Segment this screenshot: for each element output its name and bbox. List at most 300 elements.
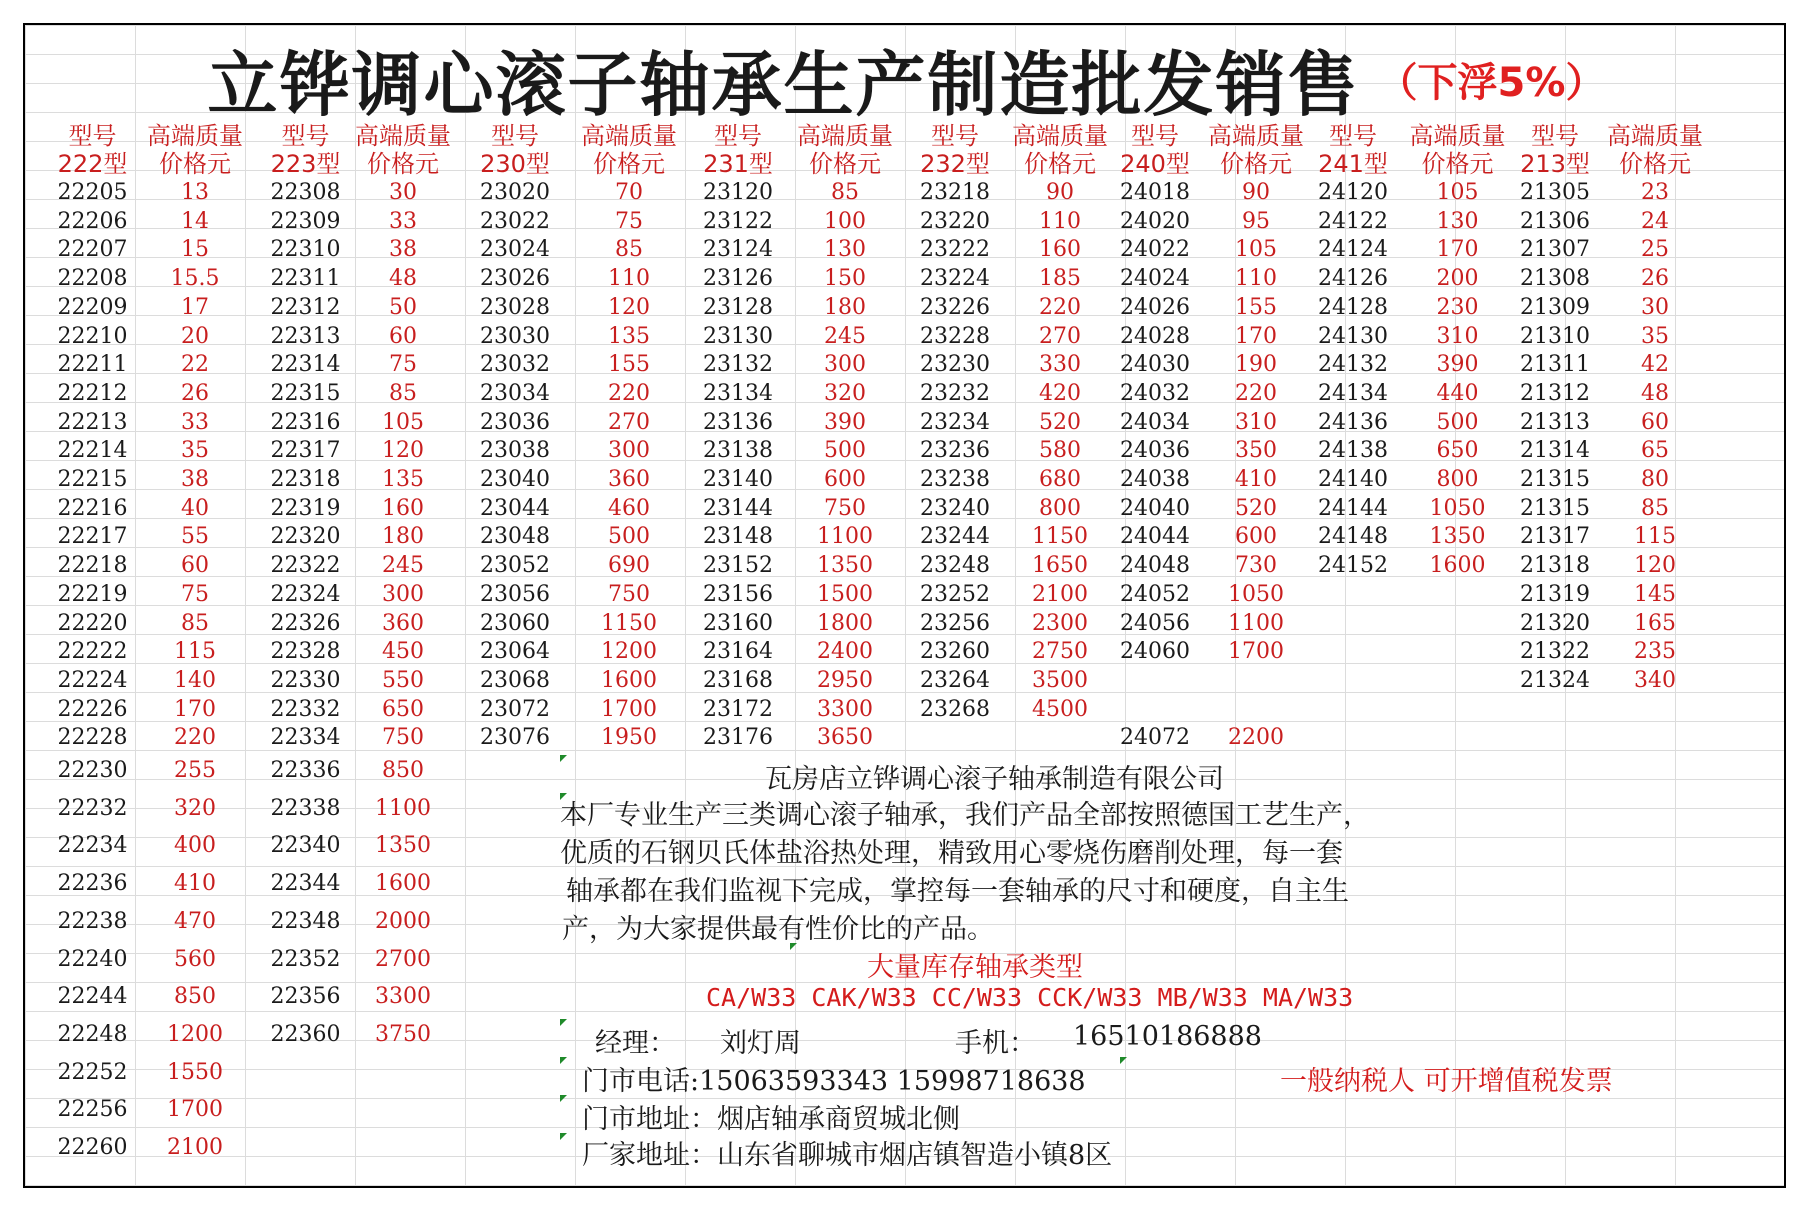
model-cell: 23224: [920, 266, 990, 292]
cell-note-marker: [560, 1095, 567, 1102]
price-cell: 120: [608, 294, 650, 320]
model-cell: 21319: [1520, 581, 1590, 607]
model-cell: 24048: [1120, 553, 1190, 579]
model-cell: 22211: [57, 352, 128, 378]
model-cell: 22205: [57, 180, 128, 205]
price-cell: 560: [174, 946, 216, 972]
model-cell: 22312: [270, 294, 341, 320]
model-cell: 23168: [703, 667, 773, 693]
price-cell: 85: [181, 610, 209, 636]
price-cell: 300: [608, 438, 650, 464]
model-cell: 22207: [57, 237, 128, 263]
price-cell: 300: [382, 581, 424, 607]
model-cell: 23022: [480, 208, 550, 234]
model-cell: 23134: [703, 380, 773, 406]
model-header: 型号: [281, 122, 330, 150]
price-cell: 60: [389, 323, 417, 349]
price-cell: 1700: [1228, 639, 1284, 665]
price-cell: 360: [382, 610, 424, 636]
price-header: 价格元: [367, 150, 439, 178]
model-cell: 23136: [703, 409, 773, 435]
model-cell: 23056: [480, 581, 550, 607]
model-cell: 22260: [57, 1135, 128, 1160]
model-cell: 21318: [1520, 553, 1590, 579]
price-cell: 22: [181, 352, 209, 378]
price-cell: 310: [1235, 409, 1277, 435]
price-cell: 1700: [167, 1097, 223, 1123]
price-cell: 26: [181, 380, 209, 406]
model-cell: 22252: [57, 1059, 128, 1085]
price-cell: 1500: [817, 581, 873, 607]
price-cell: 48: [1641, 380, 1669, 406]
model-cell: 23122: [703, 208, 773, 234]
price-cell: 1350: [817, 553, 873, 579]
model-cell: 23252: [920, 581, 990, 607]
model-cell: 24026: [1120, 294, 1190, 320]
price-cell: 130: [1436, 208, 1479, 234]
price-cell: 185: [1039, 266, 1081, 292]
price-cell: 500: [824, 438, 866, 464]
price-cell: 230: [1436, 294, 1479, 320]
model-cell: 23160: [703, 610, 773, 636]
price-cell: 235: [1634, 639, 1676, 665]
price-cell: 1550: [167, 1059, 223, 1085]
model-cell: 23128: [703, 294, 773, 320]
model-cell: 22232: [57, 795, 128, 821]
model-cell: 22224: [57, 667, 128, 693]
price-cell: 120: [382, 438, 424, 464]
model-cell: 23126: [703, 266, 773, 292]
price-cell: 145: [1634, 581, 1676, 607]
model-cell: 21313: [1520, 409, 1590, 435]
price-cell: 190: [1235, 352, 1277, 378]
model-header: 型号: [1329, 122, 1377, 150]
price-cell: 170: [1436, 237, 1479, 263]
cell-note-marker: [560, 1057, 567, 1064]
price-cell: 550: [382, 667, 424, 693]
price-cell: 500: [1436, 409, 1479, 435]
price-cell: 33: [181, 409, 209, 435]
price-header: 高端质量: [797, 122, 893, 150]
price-cell: [1200, 666, 1312, 695]
price-cell: 220: [1039, 294, 1081, 320]
price-cell: 65: [1641, 438, 1669, 464]
price-cell: 60: [181, 553, 209, 579]
model-cell: 22356: [270, 984, 341, 1010]
price-cell: 85: [1641, 495, 1669, 521]
price-cell: 85: [389, 380, 417, 406]
price-header: 高端质量: [147, 122, 243, 150]
model-header: 型号: [1131, 122, 1179, 150]
price-cell: 320: [174, 795, 216, 821]
price-cell: 55: [181, 524, 209, 550]
model-cell: 22220: [57, 610, 128, 636]
taxpayer-note: 一般纳税人 可开增值税发票: [1280, 1066, 1613, 1097]
price-cell: 270: [608, 409, 650, 435]
model-cell: 24134: [1318, 380, 1388, 406]
price-cell: 40: [181, 495, 209, 521]
price-cell: 410: [1235, 467, 1277, 492]
price-cell: 400: [174, 833, 216, 859]
price-cell: 180: [824, 294, 866, 320]
model-cell: [1110, 695, 1200, 724]
model-cell: 22338: [270, 795, 341, 821]
price-cell: 100: [824, 208, 866, 234]
price-cell: 1200: [601, 639, 657, 665]
price-cell: 390: [1436, 352, 1479, 378]
model-cell: 23264: [920, 667, 990, 693]
model-cell: 22222: [57, 639, 128, 665]
model-cell: 24132: [1318, 352, 1388, 378]
model-cell: 22228: [57, 725, 128, 751]
price-cell: 690: [608, 553, 650, 579]
price-cell: 105: [1235, 237, 1277, 263]
model-cell: 23230: [920, 352, 990, 378]
price-cell: 150: [824, 266, 866, 292]
model-cell: 22316: [270, 409, 341, 435]
model-cell: 22352: [270, 946, 341, 972]
price-cell: 17: [181, 294, 209, 320]
price-cell: 1600: [375, 871, 431, 897]
model-header: 232型: [920, 150, 990, 178]
model-cell: 21307: [1520, 237, 1590, 263]
intro-line-2: 优质的石钢贝氏体盐浴热处理，精致用心零烧伤磨削处理，每一套: [560, 838, 1343, 869]
price-cell: 1700: [601, 696, 657, 722]
model-cell: 23236: [920, 438, 990, 464]
model-cell: 22206: [57, 208, 128, 234]
model-header: 231型: [703, 150, 773, 178]
price-cell: 1800: [817, 610, 873, 636]
model-header: 213型: [1520, 150, 1590, 178]
price-cell: 410: [174, 871, 216, 897]
price-header: 价格元: [1220, 150, 1292, 178]
price-cell: 25: [1641, 237, 1669, 263]
model-cell: 24038: [1120, 467, 1190, 492]
model-cell: 22310: [270, 237, 341, 263]
model-cell: 23052: [480, 553, 550, 579]
model-cell: 23164: [703, 639, 773, 665]
price-cell: 3500: [1032, 667, 1088, 693]
price-cell: 2000: [375, 908, 431, 934]
model-cell: 22216: [57, 495, 128, 521]
model-cell: 21311: [1520, 352, 1590, 378]
model-cell: 24034: [1120, 409, 1190, 435]
price-cell: 750: [824, 495, 866, 521]
price-cell: 35: [1641, 323, 1669, 349]
model-header: 230型: [480, 150, 550, 178]
model-cell: 24030: [1120, 352, 1190, 378]
price-cell: 245: [824, 323, 866, 349]
model-cell: 23044: [480, 495, 550, 521]
model-cell: 24044: [1120, 524, 1190, 550]
title-discount: （下浮5%）: [1377, 59, 1606, 106]
model-header: 型号: [714, 122, 762, 150]
model-cell: 22314: [270, 352, 341, 378]
price-cell: 520: [1039, 409, 1081, 435]
price-cell: 1150: [1032, 524, 1088, 550]
model-cell: 24138: [1318, 438, 1388, 464]
price-cell: 2300: [1032, 610, 1088, 636]
model-cell: 22219: [57, 581, 128, 607]
price-header: 价格元: [1024, 150, 1096, 178]
model-cell: 22315: [270, 380, 341, 406]
model-cell: 23176: [703, 725, 773, 751]
model-cell: 24056: [1120, 610, 1190, 636]
model-cell: 22256: [57, 1097, 128, 1123]
model-cell: 24126: [1318, 266, 1388, 292]
price-cell: 255: [174, 758, 216, 783]
price-cell: 420: [1039, 380, 1081, 406]
model-cell: 23034: [480, 380, 550, 406]
price-cell: 115: [174, 639, 216, 665]
model-cell: 24136: [1318, 409, 1388, 435]
model-cell: 22348: [270, 908, 341, 934]
model-cell: 23248: [920, 553, 990, 579]
price-cell: 270: [1039, 323, 1081, 349]
price-cell: 180: [382, 524, 424, 550]
model-cell: 24020: [1120, 208, 1190, 234]
price-cell: 2950: [817, 667, 873, 693]
model-cell: 23152: [703, 553, 773, 579]
model-cell: 23260: [920, 639, 990, 665]
model-cell: 23226: [920, 294, 990, 320]
model-cell: 23076: [480, 725, 550, 751]
stock-types: CA/W33 CAK/W33 CC/W33 CCK/W33 MB/W33 MA/W33: [706, 983, 1354, 1012]
price-cell: 85: [831, 180, 859, 205]
price-cell: 1050: [1429, 495, 1486, 521]
factory-address: 厂家地址：山东省聊城市烟店镇智造小镇8区: [582, 1140, 1113, 1171]
price-cell: 80: [1641, 467, 1669, 492]
price-cell: 500: [608, 524, 650, 550]
model-cell: 22238: [57, 908, 128, 934]
model-cell: 24152: [1318, 553, 1388, 579]
model-cell: 23220: [920, 208, 990, 234]
cell-note-marker: [790, 943, 797, 950]
price-header: 价格元: [1421, 150, 1494, 178]
model-cell: 22334: [270, 725, 341, 751]
price-cell: 850: [382, 758, 424, 783]
price-header: 高端质量: [1607, 122, 1703, 150]
page-title: [25, 29, 1786, 129]
model-cell: 23130: [703, 323, 773, 349]
price-cell: 1200: [167, 1021, 223, 1047]
model-cell: 23020: [480, 180, 550, 205]
model-cell: 22236: [57, 871, 128, 897]
model-cell: 21309: [1520, 294, 1590, 320]
model-cell: 22340: [270, 833, 341, 859]
model-cell: 24036: [1120, 438, 1190, 464]
price-cell: 680: [1039, 467, 1081, 492]
model-cell: 21310: [1520, 323, 1590, 349]
price-cell: 15.5: [170, 266, 220, 292]
price-cell: 75: [615, 208, 643, 234]
price-cell: 750: [382, 725, 424, 751]
model-cell: 23140: [703, 467, 773, 492]
price-cell: 3650: [817, 725, 873, 751]
model-cell: 21308: [1520, 266, 1590, 292]
model-cell: 23240: [920, 495, 990, 521]
price-header: 价格元: [1619, 150, 1691, 178]
price-cell: 95: [1242, 208, 1270, 234]
price-cell: 3300: [375, 984, 431, 1010]
price-cell: 220: [1235, 380, 1277, 406]
price-cell: 1100: [375, 795, 431, 821]
price-cell: 110: [1039, 208, 1081, 234]
model-cell: 22309: [270, 208, 341, 234]
price-cell: 2100: [167, 1135, 223, 1160]
price-cell: 320: [824, 380, 866, 406]
model-cell: 22215: [57, 467, 128, 492]
price-cell: 70: [615, 180, 643, 205]
model-cell: 22217: [57, 524, 128, 550]
price-cell: 115: [1634, 524, 1676, 550]
price-cell: 140: [174, 667, 216, 693]
model-cell: 22344: [270, 871, 341, 897]
model-cell: 23156: [703, 581, 773, 607]
model-cell: 21314: [1520, 438, 1590, 464]
price-cell: 220: [608, 380, 650, 406]
price-header: 高端质量: [355, 122, 451, 150]
company-name: 瓦房店立铧调心滚子轴承制造有限公司: [765, 764, 1224, 795]
model-header: 型号: [68, 122, 117, 150]
price-cell: 75: [181, 581, 209, 607]
store-phone: 门市电话:15063593343 15998718638: [582, 1066, 1086, 1097]
price-cell: 135: [382, 467, 424, 492]
cell-note-marker: [560, 1019, 567, 1026]
price-cell: 13: [181, 180, 209, 205]
model-cell: 22240: [57, 946, 128, 972]
model-cell: 23144: [703, 495, 773, 521]
stock-title: 大量库存轴承类型: [867, 952, 1083, 983]
price-cell: 135: [608, 323, 650, 349]
model-cell: 23032: [480, 352, 550, 378]
price-cell: 85: [615, 237, 643, 263]
model-header: 222型: [57, 150, 128, 178]
price-cell: 300: [824, 352, 866, 378]
model-cell: 24072: [1120, 725, 1190, 751]
price-cell: 105: [1436, 180, 1479, 205]
model-cell: 23038: [480, 438, 550, 464]
price-cell: 110: [608, 266, 650, 292]
price-cell: 1600: [601, 667, 657, 693]
model-cell: 24120: [1318, 180, 1388, 205]
model-cell: 22214: [57, 438, 128, 464]
model-cell: 21312: [1520, 380, 1590, 406]
model-cell: 23072: [480, 696, 550, 722]
model-cell: 21324: [1520, 667, 1590, 693]
price-cell: 390: [824, 409, 866, 435]
model-cell: 22332: [270, 696, 341, 722]
model-cell: 22317: [270, 438, 341, 464]
price-header: 价格元: [159, 150, 231, 178]
price-cell: 1600: [1429, 553, 1486, 579]
price-cell: 800: [1039, 495, 1081, 521]
model-header: 240型: [1120, 150, 1190, 178]
model-cell: 23064: [480, 639, 550, 665]
price-cell: 450: [382, 639, 424, 665]
model-cell: 22330: [270, 667, 341, 693]
price-header: 价格元: [809, 150, 881, 178]
price-cell: 170: [1235, 323, 1277, 349]
price-cell: 1150: [601, 610, 657, 636]
price-cell: 110: [1235, 266, 1277, 292]
model-cell: 24128: [1318, 294, 1388, 320]
model-cell: 24148: [1318, 524, 1388, 550]
model-cell: 22212: [57, 380, 128, 406]
price-cell: 1100: [817, 524, 873, 550]
model-header: 型号: [491, 122, 539, 150]
model-cell: 24130: [1318, 323, 1388, 349]
model-cell: 22322: [270, 553, 341, 579]
manager-label: 经理：: [595, 1028, 676, 1059]
company-info: [560, 755, 1760, 1185]
model-cell: 22311: [270, 266, 341, 292]
price-cell: 75: [389, 352, 417, 378]
model-header: 型号: [1531, 122, 1579, 150]
price-cell: 440: [1436, 380, 1479, 406]
model-cell: 22226: [57, 696, 128, 722]
price-cell: 38: [389, 237, 417, 263]
model-cell: 21317: [1520, 524, 1590, 550]
manager-name: 刘灯周: [720, 1028, 801, 1059]
model-cell: 23060: [480, 610, 550, 636]
price-cell: 245: [382, 553, 424, 579]
price-cell: 1350: [375, 833, 431, 859]
model-cell: 23222: [920, 237, 990, 263]
model-cell: [1110, 666, 1200, 695]
price-cell: 20: [181, 323, 209, 349]
price-cell: 220: [174, 725, 216, 751]
price-cell: 1950: [601, 725, 657, 751]
model-cell: 21306: [1520, 208, 1590, 234]
price-cell: 3300: [817, 696, 873, 722]
intro-line-1: 本厂专业生产三类调心滚子轴承，我们产品全部按照德国工艺生产，: [560, 800, 1370, 831]
model-cell: 22213: [57, 409, 128, 435]
price-cell: 800: [1436, 467, 1479, 492]
price-header: 高端质量: [1208, 122, 1304, 150]
price-cell: 120: [1634, 553, 1676, 579]
model-cell: 23232: [920, 380, 990, 406]
model-cell: 24028: [1120, 323, 1190, 349]
intro-line-3: 轴承都在我们监视下完成，掌控每一套轴承的尺寸和硬度，自主生: [566, 876, 1349, 907]
price-cell: 1350: [1429, 524, 1486, 550]
model-cell: 21315: [1520, 467, 1590, 492]
price-cell: 580: [1039, 438, 1081, 464]
model-cell: 23048: [480, 524, 550, 550]
price-cell: 650: [1436, 438, 1479, 464]
price-cell: 155: [608, 352, 650, 378]
model-header: 241型: [1318, 150, 1388, 178]
model-cell: 23120: [703, 180, 773, 205]
price-cell: 48: [389, 266, 417, 292]
model-cell: 23218: [920, 180, 990, 205]
price-cell: 2750: [1032, 639, 1088, 665]
model-cell: 24124: [1318, 237, 1388, 263]
price-cell: 470: [174, 908, 216, 934]
model-cell: 23138: [703, 438, 773, 464]
price-cell: 26: [1641, 266, 1669, 292]
price-cell: 165: [1634, 610, 1676, 636]
price-cell: 200: [1436, 266, 1479, 292]
cell-note-marker: [560, 755, 567, 762]
model-cell: 23036: [480, 409, 550, 435]
price-cell: 15: [181, 237, 209, 263]
price-cell: 350: [1235, 438, 1277, 464]
model-cell: 24060: [1120, 639, 1190, 665]
price-cell: 330: [1039, 352, 1081, 378]
price-cell: 170: [174, 696, 216, 722]
model-cell: 23028: [480, 294, 550, 320]
